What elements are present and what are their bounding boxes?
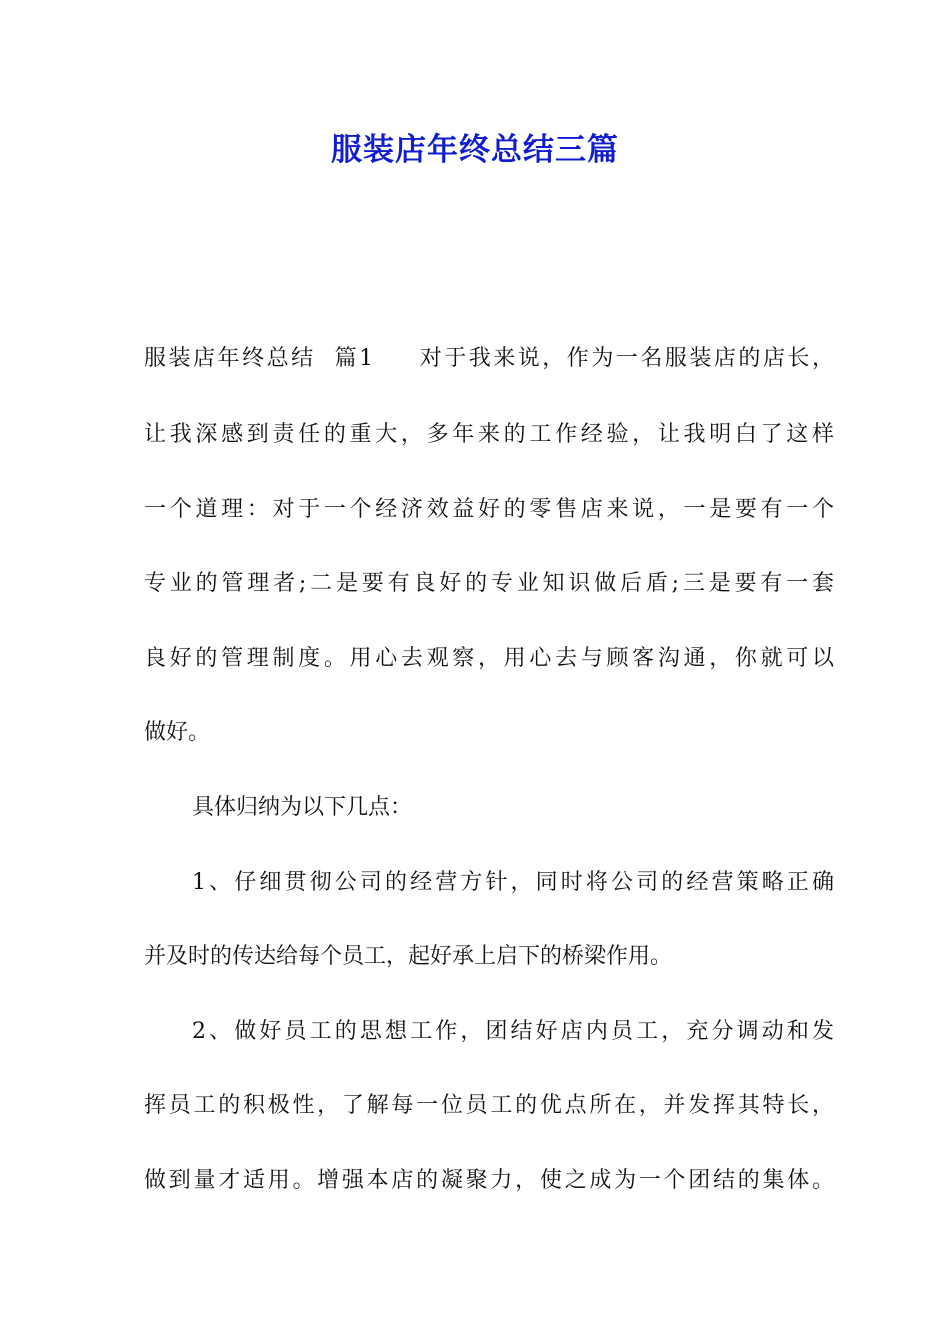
paragraph-line: 做好。 [144, 720, 211, 745]
section-heading: 服装店年终总结 篇1 [144, 346, 374, 371]
list-item-line: 挥员工的积极性，了解每一位员工的优点所在，并发挥其特长， [144, 1093, 834, 1118]
list-item-line: 做到量才适用。增强本店的凝聚力，使之成为一个团结的集体。 [144, 1168, 834, 1193]
list-item-line: 并及时的传达给每个员工，起好承上启下的桥梁作用。 [144, 944, 673, 969]
paragraph-line: 具体归纳为以下几点： [192, 795, 413, 820]
paragraph-line: 一个道理：对于一个经济效益好的零售店来说，一是要有一个 [144, 497, 834, 522]
paragraph-text: 对于我来说，作为一名服装店的店长， [417, 346, 834, 371]
document-title: 服装店年终总结三篇 [331, 132, 619, 168]
list-item-line: 2、做好员工的思想工作，团结好店内员工，充分调动和发 [192, 1019, 834, 1044]
paragraph-line: 专业的管理者;二是要有良好的专业知识做后盾;三是要有一套 [144, 571, 834, 596]
paragraph-line: 良好的管理制度。用心去观察，用心去与顾客沟通，你就可以 [144, 646, 834, 671]
paragraph-line [144, 339, 834, 379]
paragraph-line: 让我深感到责任的重大，多年来的工作经验，让我明白了这样 [144, 422, 834, 447]
list-item-line: 1、仔细贯彻公司的经营方针，同时将公司的经营策略正确 [192, 870, 834, 895]
